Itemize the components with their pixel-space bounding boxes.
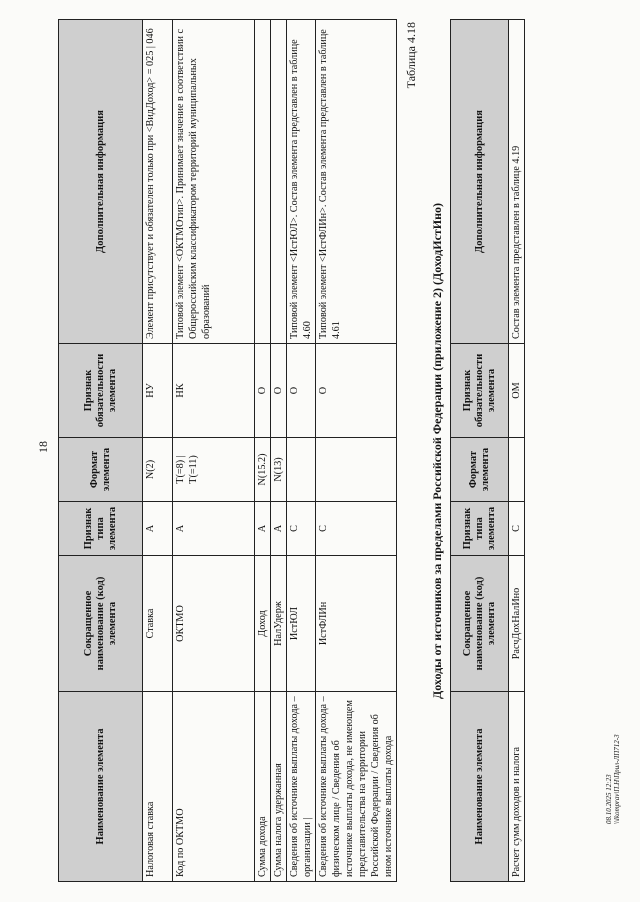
header-info: Дополнительная информация — [451, 20, 509, 344]
cell-required: НУ — [143, 344, 173, 438]
header-info: Дополнительная информация — [59, 20, 143, 344]
cell-type: С — [316, 502, 397, 556]
header-name: Наименование элемента — [59, 692, 143, 882]
page-number: 18 — [36, 441, 50, 453]
cell-info: Типовой элемент <ОКТМОтип>. Принимает значение в соответствии с Общероссийским классификатором территорий муниципальных образований — [173, 20, 255, 344]
header-type: Признак типа элемента — [59, 502, 143, 556]
cell-name: Налоговая ставка — [143, 692, 173, 882]
cell-name: Сумма налога удержанная — [271, 692, 287, 882]
cell-info — [271, 20, 287, 344]
header-required: Признак обязательности элемента — [59, 344, 143, 438]
table-row — [287, 20, 316, 882]
cell-name: Сведения об источнике выплаты дохода – физическом лице / Сведения об источнике выплаты дохода, не имеющем представительства на территории Российской Федерации / Сведения об ином источнике выплаты дохода — [316, 692, 397, 882]
table-row — [509, 20, 525, 882]
header-code: Сокращенное наименование (код) элемента — [451, 556, 509, 692]
table-row — [316, 20, 397, 882]
cell-required: О — [287, 344, 316, 438]
cell-required: О — [316, 344, 397, 438]
cell-format: T(=8) | T(=11) — [173, 438, 255, 502]
cell-format: N(15.2) — [255, 438, 271, 502]
table-row — [271, 20, 287, 882]
cell-format — [287, 438, 316, 502]
cell-info: Элемент присутствует и обязателен только при <ВидДоход> = 025 | 046 — [143, 20, 173, 344]
cell-type: А — [255, 502, 271, 556]
footer-path: \\lkomprav\П.Н\Прил-ЛП712-3 — [613, 734, 621, 824]
cell-code: ИстФЛИн — [316, 556, 397, 692]
cell-info — [255, 20, 271, 344]
cell-info: Типовой элемент <ИстЮЛ>. Состав элемента представлен в таблице 4.60 — [287, 20, 316, 344]
cell-code: ИстЮЛ — [287, 556, 316, 692]
cell-code: РасчДохНалИно — [509, 556, 525, 692]
cell-type: С — [509, 502, 525, 556]
cell-type: С — [287, 502, 316, 556]
cell-required: О — [255, 344, 271, 438]
cell-format — [509, 438, 525, 502]
header-required: Признак обязательности элемента — [451, 344, 509, 438]
header-type: Признак типа элемента — [451, 502, 509, 556]
header-name: Наименование элемента — [451, 692, 509, 882]
cell-code: Доход — [255, 556, 271, 692]
table-row — [143, 20, 173, 882]
cell-name: Сумма дохода — [255, 692, 271, 882]
cell-required: ОМ — [509, 344, 525, 438]
elements-table-continued — [58, 19, 397, 882]
header-format: Формат элемента — [451, 438, 509, 502]
table-row — [255, 20, 271, 882]
file-footer — [605, 734, 621, 824]
header-format: Формат элемента — [59, 438, 143, 502]
cell-required: О — [271, 344, 287, 438]
cell-name: Код по ОКТМО — [173, 692, 255, 882]
cell-format: N(13) — [271, 438, 287, 502]
cell-type: А — [173, 502, 255, 556]
cell-name: Расчет сумм доходов и налога — [509, 692, 525, 882]
foreign-income-table — [450, 19, 525, 882]
footer-timestamp: 08.10.2025 12:23 — [605, 774, 613, 824]
cell-info: Типовой элемент <ИстФЛИн>. Состав элемента представлен в таблице 4.61 — [316, 20, 397, 344]
table-row — [173, 20, 255, 882]
cell-required: НК — [173, 344, 255, 438]
cell-format — [316, 438, 397, 502]
cell-code: НалУдерж — [271, 556, 287, 692]
table-number-label: Таблица 4.18 — [404, 22, 418, 89]
cell-code: ОКТМО — [173, 556, 255, 692]
cell-name: Сведения об источнике выплаты дохода – организации | — [287, 692, 316, 882]
cell-code: Ставка — [143, 556, 173, 692]
cell-info: Состав элемента представлен в таблице 4.19 — [509, 20, 525, 344]
cell-format: N(2) — [143, 438, 173, 502]
header-code: Сокращенное наименование (код) элемента — [59, 556, 143, 692]
table-caption: Доходы от источников за пределами Российской Федерации (приложение 2) (ДоходИстИно) — [430, 202, 444, 700]
cell-type: А — [143, 502, 173, 556]
cell-type: А — [271, 502, 287, 556]
